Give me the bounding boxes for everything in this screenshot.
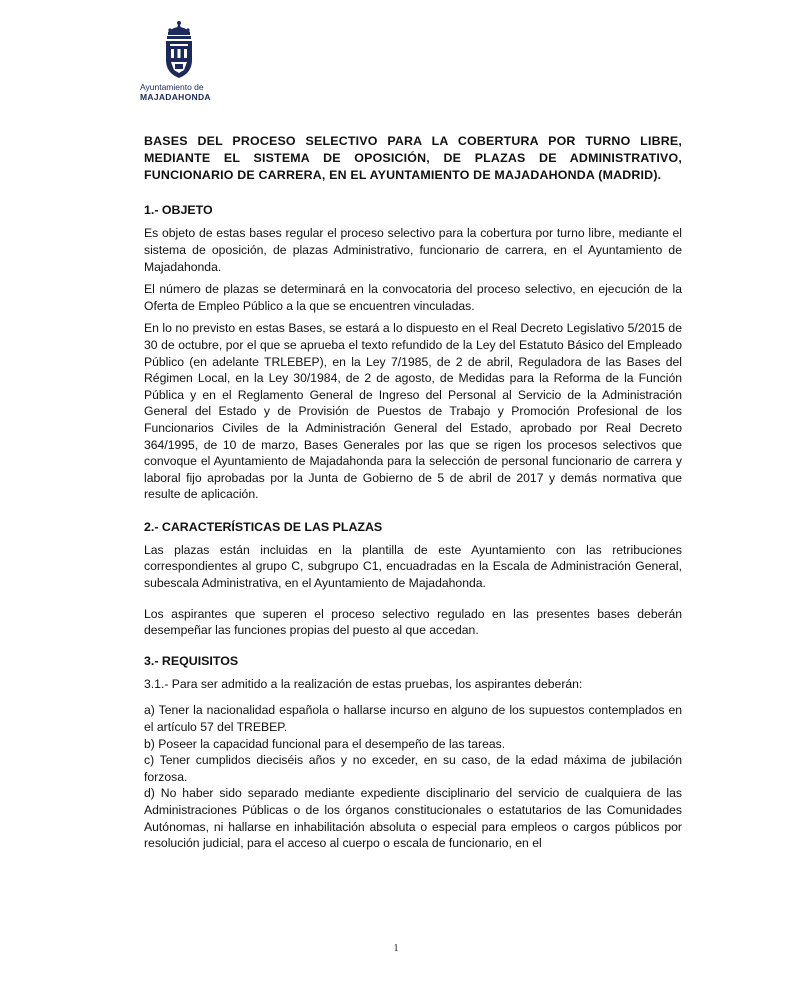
section-2-paragraph-2: Los aspirantes que superen el proceso selectivo regulado en las presentes bases deberán desempeñar las funciones propias del puesto al que accedan. xyxy=(144,606,682,638)
municipal-logo xyxy=(140,20,230,102)
requirement-item: b) Poseer la capacidad funcional para el desempeño de las tareas. xyxy=(144,736,506,751)
page-number: 1 xyxy=(393,943,399,954)
document-title: BASES DEL PROCESO SELECTIVO PARA LA COBERTURA POR TURNO LIBRE, MEDIANTE EL SISTEMA DE OPOSICIÓN, DE PLAZAS DE ADMINISTRATIVO, FUNCIONARIO DE CARRERA, EN EL AYUNTAMIENTO DE MAJADAHONDA (MADRID). xyxy=(144,134,682,182)
section-1-paragraph-3: En lo no previsto en estas Bases, se estará a lo dispuesto en el Real Decreto Legislativo 5/2015 de 30 de octubre, por el que se aprueba el texto refundido de la Ley del Estatuto Básico del Empleado Público (en adelante TRLEBEP), en la Ley 7/1985, de 2 de abril, Reguladora de las Bases del Régimen Local, en la Ley 30/1984, de 2 de agosto, de Medidas para la Reforma de la Función Pública y en el Reglamento General de Ingreso del Personal al Servicio de la Administración General del Estado y de Provisión de Puestos de Trabajo y Promoción Profesional de los Funcionarios Civiles de la Administración General del Estado, aprobado por Real Decreto 364/1995, de 10 de marzo, Bases Generales por las que se rigen los procesos selectivos que convoque el Ayuntamiento de Majadahonda para la selección de personal funcionario de carrera y laboral fijo aprobadas por la Junta de Gobierno de 5 de abril de 2017 y demás normativa que resulte de aplicación. xyxy=(144,321,682,502)
requirement-item: a) Tener la nacionalidad española o hallarse incurso en alguno de los supuestos contemplados en el artículo 57 del TREBEP. xyxy=(144,703,682,735)
section-2-paragraph-1: Las plazas están incluidas en la plantilla de este Ayuntamiento con las retribuciones correspondientes al grupo C, subgrupo C1, encuadradas en la Escala de Administración General, subescala Administrativa, en el Ayuntamiento de Majadahonda. xyxy=(144,542,682,591)
section-1-heading: 1.- OBJETO xyxy=(144,203,213,218)
section-1-paragraph-1: Es objeto de estas bases regular el proceso selectivo para la cobertura por turno libre, mediante el sistema de oposición, de plazas Administrativo, funcionario de carrera, en el Ayuntamiento de Majadahonda. xyxy=(144,226,682,274)
section-2-heading: 2.- CARACTERÍSTICAS DE LAS PLAZAS xyxy=(144,519,383,534)
document-body xyxy=(144,133,682,852)
section-3-intro: 3.1.- Para ser admitido a la realización de estas pruebas, los aspirantes deberán: xyxy=(144,676,583,691)
section-1-paragraph-2: El número de plazas se determinará en la convocatoria del proceso selectivo, en ejecución de la Oferta de Empleo Público a la que se encuentren vinculadas. xyxy=(144,282,682,313)
logo-line-2: MAJADAHONDA xyxy=(140,92,211,102)
section-3-heading: 3.- REQUISITOS xyxy=(144,653,239,668)
coat-of-arms-icon xyxy=(162,20,196,80)
requirement-item: c) Tener cumplidos dieciséis años y no exceder, en su caso, de la edad máxima de jubilación forzosa. xyxy=(144,753,682,784)
logo-line-1: Ayuntamiento de xyxy=(140,82,204,92)
requirement-item: d) No haber sido separado mediante expediente disciplinario del servicio de cualquiera de las Administraciones Públicas o de los órganos constitucionales o estatutarios de las Comunidades Autónomas, ni hallarse en inhabilitación absoluta o especial para empleos o cargos públicos por resolución judicial, para el acceso al cuerpo o escala de funcionario, en el xyxy=(144,786,682,851)
